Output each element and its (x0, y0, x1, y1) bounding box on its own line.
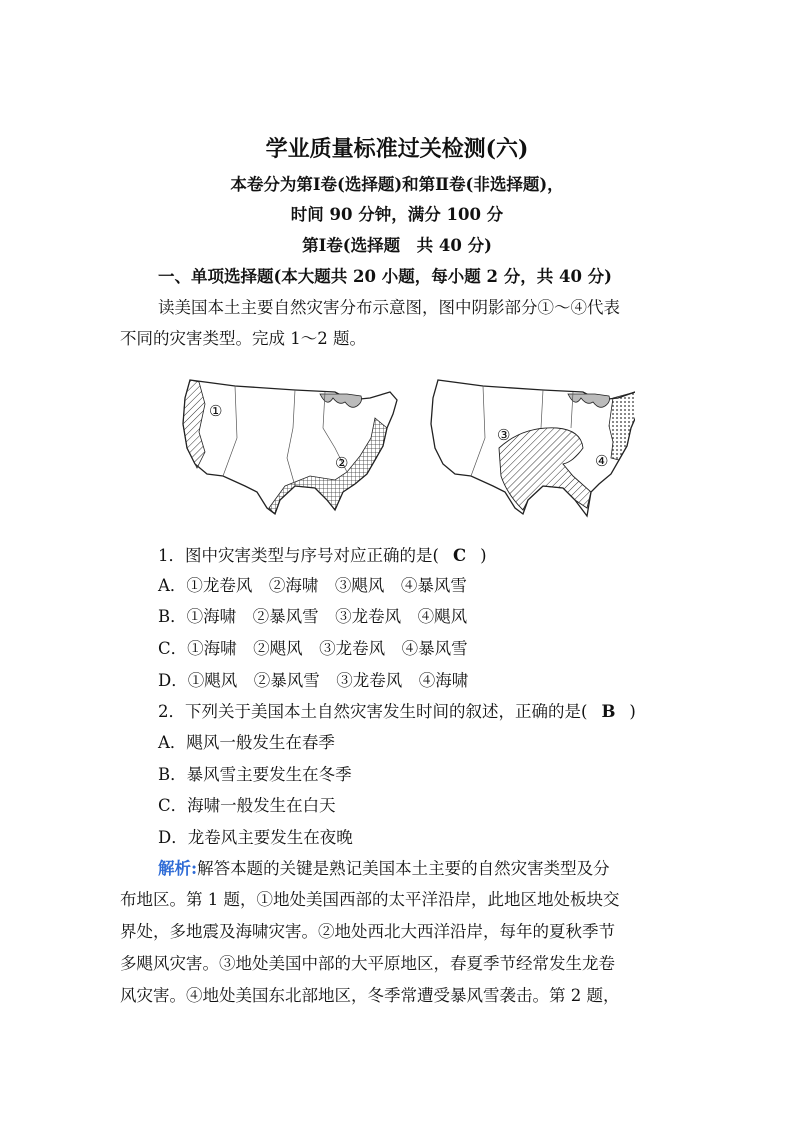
subtitle-parts: 本卷分为第Ⅰ卷(选择题)和第Ⅱ卷(非选择题)， (230, 175, 564, 194)
question-1-option-c: C．①海啸 ②飓风 ③龙卷风 ④暴风雪 (158, 639, 468, 658)
question-2-option-d: D．龙卷风主要发生在夜晚 (158, 828, 353, 847)
question-2-option-b: B．暴风雪主要发生在冬季 (158, 765, 352, 784)
question-1-option-a: A．①龙卷风 ②海啸 ③飓风 ④暴风雪 (158, 576, 467, 595)
map-label-4: ④ (595, 452, 609, 470)
analysis-label: 解析: (158, 859, 198, 878)
question-1-stem-close: ) (480, 546, 487, 565)
question-1-stem-text: 1．图中灾害类型与序号对应正确的是( (158, 546, 439, 565)
map-label-3: ③ (497, 426, 511, 444)
intro-line-1: 读美国本土主要自然灾害分布示意图，图中阴影部分①～④代表 (158, 298, 620, 317)
us-outline-left (183, 380, 397, 514)
intro-line-2: 不同的灾害类型。完成 1～2 题。 (120, 329, 366, 348)
analysis-line-2: 布地区。第 1 题，①地处美国西部的太平洋沿岸，此地区地处板块交 (120, 890, 620, 909)
section-heading: 一、单项选择题(本大题共 20 小题，每小题 2 分，共 40 分) (158, 267, 612, 286)
analysis-line-3: 界处，多地震及海啸灾害。②地处西北大西洋沿岸，每年的夏秋季节 (120, 922, 615, 941)
question-2-stem (158, 701, 636, 723)
subtitle-time: 时间 90 分钟，满分 100 分 (290, 205, 504, 224)
question-1-answer: C (452, 546, 467, 565)
question-1-option-d: D．①飓风 ②暴风雪 ③龙卷风 ④海啸 (158, 671, 469, 690)
question-2-option-a: A．飓风一般发生在春季 (158, 733, 335, 752)
map-label-1: ① (209, 402, 223, 420)
map-label-2: ② (335, 454, 349, 472)
analysis-line-4: 多飓风灾害。③地处美国中部的大平原地区，春夏季节经常发生龙卷 (120, 954, 615, 973)
question-2-stem-close: ) (629, 702, 636, 721)
analysis-line-1 (158, 858, 610, 880)
right-map (431, 380, 635, 516)
question-1-stem (158, 545, 487, 567)
question-1-option-b: B．①海啸 ②暴风雪 ③龙卷风 ④飓风 (158, 607, 468, 626)
us-hazard-map-figure (175, 368, 635, 528)
page-title: 学业质量标准过关检测(六) (265, 136, 529, 162)
left-map (183, 380, 397, 514)
question-2-option-c: C．海啸一般发生在白天 (158, 796, 336, 815)
subtitle-section: 第Ⅰ卷(选择题 共 40 分) (302, 236, 492, 255)
northeast-zone-4 (609, 392, 635, 460)
question-2-stem-text: 2．下列关于美国本土自然灾害发生时间的叙述，正确的是( (158, 702, 588, 721)
analysis-text-1: 解答本题的关键是熟记美国本土主要的自然灾害类型及分 (197, 859, 610, 878)
question-2-answer: B (601, 702, 616, 721)
analysis-line-5: 风灾害。④地处美国东北部地区，冬季常遭受暴风雪袭击。第 2 题， (120, 986, 620, 1005)
